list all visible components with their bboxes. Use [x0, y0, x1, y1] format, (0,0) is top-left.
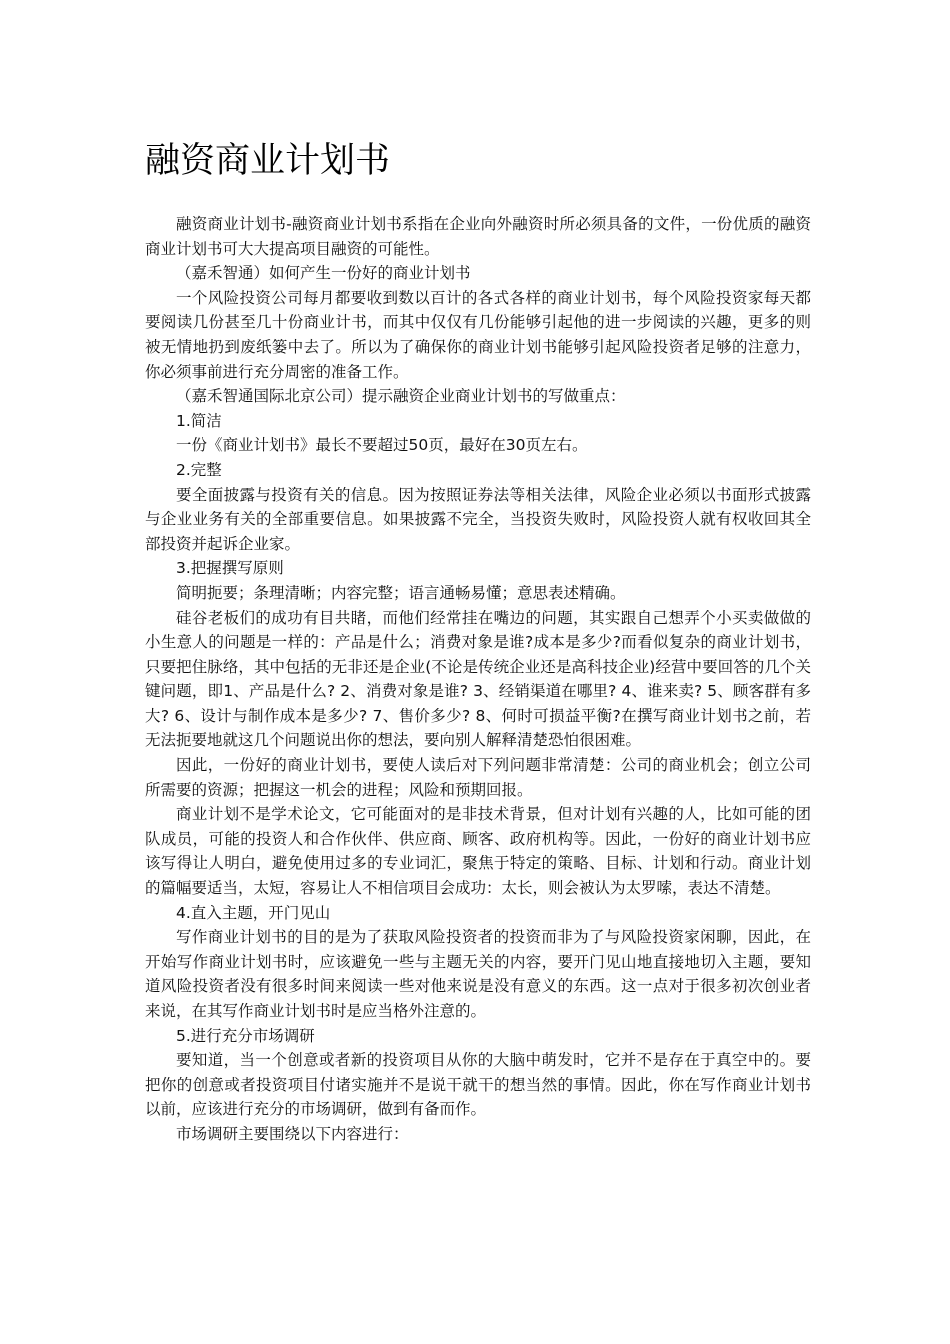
paragraph-market-research: 要知道，当一个创意或者新的投资项目从你的大脑中萌发时，它并不是存在于真空中的。要把你的创意或者投资项目付诸实施并不是说干就干的想当然的事情。因此，你在写作商业计划书以前，应该进行充分的市场调研，做到有备而作。: [145, 1051, 811, 1119]
paragraph-heading-how: （嘉禾智通）如何产生一份好的商业计划书: [176, 264, 471, 283]
document-body: [145, 212, 811, 1147]
paragraph-research-topics: 市场调研主要围绕以下内容进行：: [176, 1124, 409, 1143]
paragraph-key-points: （嘉禾智通国际北京公司）提示融资企业商业计划书的写做重点：: [176, 387, 626, 406]
section-heading-concise: 1.简洁: [176, 411, 222, 430]
paragraph-direct: 写作商业计划书的目的是为了获取风险投资者的投资而非为了与风险投资家闲聊，因此，在开始写作商业计划书时，应该避免一些与主题无关的内容，要开门见山地直接地切入主题，要知道风险投资者没有很多时间来阅读一些对他来说是没有意义的东西。这一点对于很多初次创业者来说，在其写作商业计划书时是应当格外注意的。: [145, 928, 811, 1020]
paragraph-clarity: 因此，一份好的商业计划书，要使人读后对下列问题非常清楚：公司的商业机会；创立公司所需要的资源；把握这一机会的进程；风险和预期回报。: [145, 756, 811, 799]
paragraph-intro: 融资商业计划书-融资商业计划书系指在企业向外融资时所必须具备的文件，一份优质的融资商业计划书可大大提高项目融资的可能性。: [145, 215, 811, 258]
document-title: 融资商业计划书: [145, 141, 391, 181]
section-heading-principles: 3.把握撰写原则: [176, 559, 284, 578]
paragraph-complete: 要全面披露与投资有关的信息。因为按照证券法等相关法律，风险企业必须以书面形式披露与企业业务有关的全部重要信息。如果披露不完全，当投资失败时，风险投资人就有权收回其全部投资并起诉企业家。: [145, 485, 811, 553]
paragraph-principles: 简明扼要；条理清晰；内容完整；语言通畅易懂；意思表述精确。: [176, 583, 626, 602]
paragraph-vc-reading: 一个风险投资公司每月都要收到数以百计的各式各样的商业计划书，每个风险投资家每天都要阅读几份甚至几十份商业计书，而其中仅仅有几份能够引起他的进一步阅读的兴趣，更多的则被无情地扔到废纸篓中去了。所以为了确保你的商业计划书能够引起风险投资者足够的注意力，你必须事前进行充分周密的准备工作。: [145, 288, 811, 381]
section-heading-market-research: 5.进行充分市场调研: [176, 1026, 315, 1045]
paragraph-not-academic: 商业计划不是学术论文，它可能面对的是非技术背景，但对计划有兴趣的人，比如可能的团队成员，可能的投资人和合作伙伴、供应商、顾客、政府机构等。因此，一份好的商业计划书应该写得让人明白，避免使用过多的专业词汇，聚焦于特定的策略、目标、计划和行动。商业计划的篇幅要适当，太短，容易让人不相信项目会成功：太长，则会被认为太罗嗦，表达不清楚。: [145, 805, 811, 898]
section-heading-direct: 4.直入主题，开门见山: [176, 903, 331, 922]
paragraph-silicon-valley: 硅谷老板们的成功有目共睹，而他们经常挂在嘴边的问题，其实跟自己想弄个小买卖做做的小生意人的问题是一样的：产品是什么；消费对象是谁?成本是多少?而看似复杂的商业计划书，只要把住脉络，其中包括的无非还是企业(不论是传统企业还是高科技企业)经营中要回答的几个关键问题，即1、产品是什么? 2、消费对象是谁? 3、经销渠道在哪里? 4、谁来卖? 5、顾客群有多大? 6、设计与制作成本是多少? 7、售价多少? 8、何时可损益平衡?在撰写商业计划书之前，若无法扼要地就这几个问题说出你的想法，要向别人解释清楚恐怕很困难。: [145, 608, 811, 750]
section-heading-complete: 2.完整: [176, 460, 222, 479]
paragraph-concise: 一份《商业计划书》最长不要超过50页，最好在30页左右。: [176, 436, 588, 455]
